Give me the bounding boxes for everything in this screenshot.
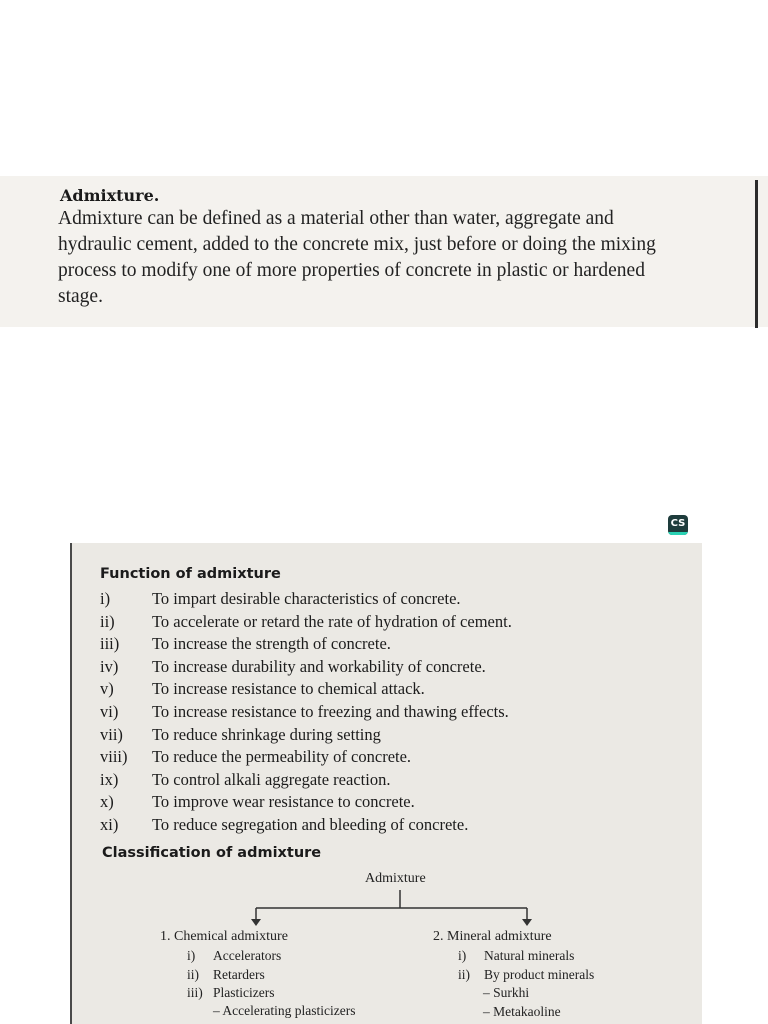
plasticizer-sublist: [213, 1002, 355, 1021]
item-text: To reduce the permeability of concrete.: [152, 747, 412, 767]
item-number: ii): [187, 966, 199, 982]
item-text: Plasticizers: [213, 985, 275, 1000]
chemical-admixture-list: [187, 947, 281, 1003]
item-text: Retarders: [213, 966, 265, 982]
item-number: ix): [100, 769, 119, 789]
item-text: To impart desirable characteristics of concrete.: [152, 589, 461, 608]
item-number: iii): [187, 985, 203, 1000]
admixture-heading: Admixture.: [60, 186, 160, 205]
item-number: viii): [100, 747, 128, 767]
definition-line: hydraulic cement, added to the concrete mix, just before or doing the mixing: [58, 234, 656, 255]
camscanner-logo-icon: CS: [668, 515, 688, 535]
item-text: To reduce shrinkage during setting: [152, 724, 381, 744]
list-item: – Accelerating plasticizers: [213, 1002, 355, 1021]
item-text: To increase resistance to freezing and thawing effects.: [152, 701, 509, 721]
item-number: vii): [100, 724, 123, 744]
item-number: i): [100, 589, 111, 608]
item-text: To accelerate or retard the rate of hydration of cement.: [152, 611, 512, 631]
item-text: To increase durability and workability of concrete.: [152, 656, 486, 676]
list-item: – Surkhi: [483, 984, 561, 1003]
definition-line: Admixture can be defined as a material other than water, aggregate and: [58, 208, 614, 229]
mineral-admixture-list: [458, 947, 594, 984]
list-item: [187, 966, 281, 985]
item-number: xi): [100, 814, 119, 834]
item-text: Accelerators: [213, 948, 282, 963]
list-item: [187, 984, 281, 1003]
list-item: [458, 947, 594, 966]
function-heading: Function of admixture: [100, 566, 281, 582]
list-item: [458, 966, 594, 985]
item-number: ii): [458, 966, 470, 982]
item-number: ii): [100, 611, 115, 631]
definition-line: process to modify one of more properties of concrete in plastic or hardened: [58, 260, 645, 281]
item-text: By product minerals: [484, 966, 595, 982]
definition-line: stage.: [58, 286, 103, 307]
item-text: To increase resistance to chemical attack.: [152, 679, 425, 699]
right-arrow-icon: [522, 919, 532, 926]
classification-tree-connectors: [240, 890, 540, 930]
mineral-admixture-heading: 2. Mineral admixture: [433, 929, 552, 944]
item-text: To increase the strength of concrete.: [152, 634, 391, 654]
chemical-admixture-heading: 1. Chemical admixture: [160, 929, 288, 944]
item-number: vi): [100, 701, 119, 721]
item-text: To control alkali aggregate reaction.: [152, 769, 391, 789]
item-number: v): [100, 679, 114, 699]
byproduct-minerals-sublist: [483, 984, 561, 1021]
item-number: iii): [100, 634, 120, 654]
list-item: [187, 947, 281, 966]
item-number: i): [187, 948, 196, 963]
left-arrow-icon: [251, 919, 261, 926]
item-number: i): [458, 948, 467, 963]
item-text: To improve wear resistance to concrete.: [152, 792, 415, 812]
item-number: iv): [100, 656, 119, 676]
classification-heading: Classification of admixture: [102, 845, 322, 861]
list-item: – Metakaoline: [483, 1003, 561, 1022]
item-text: Natural minerals: [484, 948, 575, 963]
item-text: To reduce segregation and bleeding of concrete.: [152, 814, 469, 834]
tree-root-label: Admixture: [365, 871, 426, 886]
item-number: x): [100, 792, 114, 812]
admixture-definition: [58, 206, 758, 310]
